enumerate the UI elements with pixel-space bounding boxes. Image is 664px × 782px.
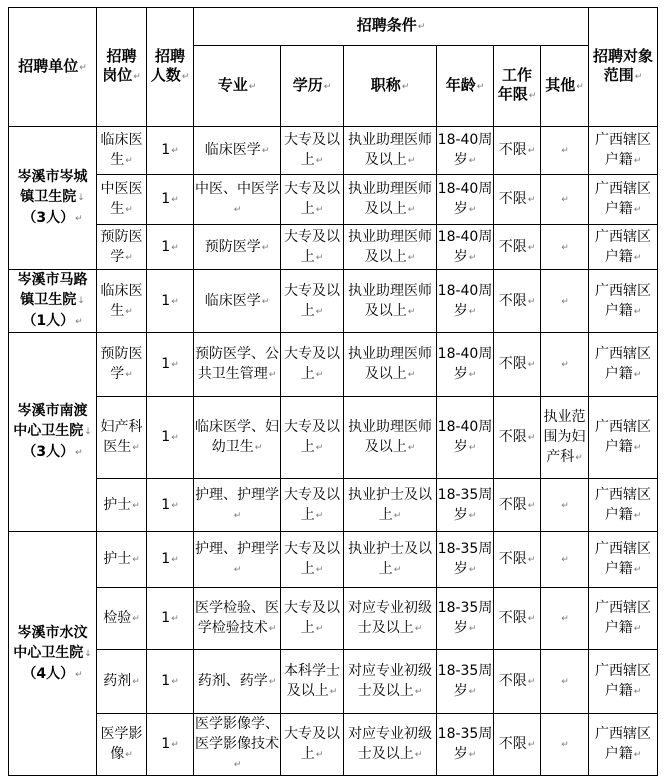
education-cell: 大专及以上↵ [281, 397, 344, 479]
age-cell: 18-40周岁↵ [437, 397, 494, 479]
header-other: 其他↵ [541, 46, 589, 127]
table-row [9, 532, 658, 588]
scope-cell: 广西辖区户籍↵ [589, 588, 658, 650]
experience-cell: 不限↵ [494, 270, 541, 333]
recruitment-table-container [8, 7, 658, 776]
scope-cell: 广西辖区户籍↵ [589, 479, 658, 532]
scope-cell: 广西辖区户籍↵ [589, 650, 658, 714]
age-cell: 18-35周岁↵ [437, 479, 494, 532]
major-cell: 预防医学↵ [194, 225, 281, 270]
post-cell: 临床医生↵ [97, 127, 147, 175]
experience-cell: 不限↵ [494, 588, 541, 650]
education-cell: 大专及以上↵ [281, 270, 344, 333]
scope-cell: 广西辖区户籍↵ [589, 333, 658, 397]
header-experience: 工作 年限↵ [494, 46, 541, 127]
age-cell: 18-35周岁↵ [437, 714, 494, 776]
major-cell: 临床医学、妇幼卫生↵ [194, 397, 281, 479]
count-cell: 1↵ [147, 588, 194, 650]
experience-cell: 不限↵ [494, 333, 541, 397]
header-education: 学历↵ [281, 46, 344, 127]
experience-cell: 不限↵ [494, 650, 541, 714]
title-cell: 对应专业初级士及以上↵ [344, 714, 437, 776]
table-body [9, 8, 658, 776]
count-cell: 1↵ [147, 650, 194, 714]
age-cell: 18-35周岁↵ [437, 532, 494, 588]
other-cell: ↵ [541, 650, 589, 714]
count-cell: 1↵ [147, 225, 194, 270]
title-cell: 执业助理医师及以上↵ [344, 333, 437, 397]
experience-cell: 不限↵ [494, 175, 541, 225]
table-row [9, 127, 658, 175]
major-cell: 护理、护理学↵ [194, 479, 281, 532]
experience-cell: 不限↵ [494, 397, 541, 479]
unit-name-cell: 岑溪市马路 镇卫生院↓ （1人）↵ [9, 270, 97, 333]
post-cell: 护士↵ [97, 479, 147, 532]
table-row [9, 333, 658, 397]
count-cell: 1↵ [147, 397, 194, 479]
unit-name-cell: 岑溪市水汶 中心卫生院↓ （4人）↵ [9, 532, 97, 776]
post-cell: 医学影像↵ [97, 714, 147, 776]
unit-name-cell: 岑溪市南渡 中心卫生院↓ （3人）↵ [9, 333, 97, 532]
major-cell: 医学检验、医学检验技术↵ [194, 588, 281, 650]
post-cell: 预防医学↵ [97, 333, 147, 397]
table-row [9, 270, 658, 333]
other-cell: ↵ [541, 175, 589, 225]
post-cell: 临床医生↵ [97, 270, 147, 333]
title-cell: 执业助理医师及以上↵ [344, 127, 437, 175]
post-cell: 中医医生↵ [97, 175, 147, 225]
table-row [9, 175, 658, 225]
title-cell: 执业助理医师及以上↵ [344, 225, 437, 270]
header-count: 招聘 人数↵ [147, 8, 194, 127]
title-cell: 执业护士及以上↵ [344, 532, 437, 588]
experience-cell: 不限↵ [494, 532, 541, 588]
unit-name-cell: 岑溪市岑城 镇卫生院↓ （3人）↵ [9, 127, 97, 270]
header-unit: 招聘单位↵ [9, 8, 97, 127]
title-cell: 对应专业初级士及以上↵ [344, 650, 437, 714]
post-cell: 检验↵ [97, 588, 147, 650]
education-cell: 大专及以上↵ [281, 714, 344, 776]
scope-cell: 广西辖区户籍↵ [589, 127, 658, 175]
post-cell: 护士↵ [97, 532, 147, 588]
table-row [9, 714, 658, 776]
table-row [9, 479, 658, 532]
age-cell: 18-35周岁↵ [437, 588, 494, 650]
major-cell: 预防医学、公共卫生管理↵ [194, 333, 281, 397]
other-cell: ↵ [541, 270, 589, 333]
count-cell: 1↵ [147, 714, 194, 776]
education-cell: 本科学士及以上↵ [281, 650, 344, 714]
table-row [9, 397, 658, 479]
count-cell: 1↵ [147, 270, 194, 333]
scope-cell: 广西辖区户籍↵ [589, 225, 658, 270]
title-cell: 执业助理医师及以上↵ [344, 397, 437, 479]
table-row [9, 588, 658, 650]
count-cell: 1↵ [147, 532, 194, 588]
other-cell: ↵ [541, 225, 589, 270]
experience-cell: 不限↵ [494, 127, 541, 175]
major-cell: 临床医学↵ [194, 127, 281, 175]
education-cell: 大专及以上↵ [281, 532, 344, 588]
count-cell: 1↵ [147, 175, 194, 225]
recruitment-table [8, 7, 658, 776]
major-cell: 临床医学↵ [194, 270, 281, 333]
major-cell: 中医、中医学↵ [194, 175, 281, 225]
age-cell: 18-40周岁↵ [437, 225, 494, 270]
major-cell: 医学影像学、医学影像技术↵ [194, 714, 281, 776]
other-cell: ↵ [541, 127, 589, 175]
post-cell: 药剂↵ [97, 650, 147, 714]
major-cell: 护理、护理学↵ [194, 532, 281, 588]
post-cell: 预防医学↵ [97, 225, 147, 270]
title-cell: 执业助理医师及以上↵ [344, 175, 437, 225]
header-age: 年龄↵ [437, 46, 494, 127]
header-row-top [9, 8, 658, 46]
scope-cell: 广西辖区户籍↵ [589, 714, 658, 776]
scope-cell: 广西辖区户籍↵ [589, 270, 658, 333]
title-cell: 对应专业初级士及以上↵ [344, 588, 437, 650]
education-cell: 大专及以上↵ [281, 127, 344, 175]
table-row [9, 225, 658, 270]
header-post: 招聘 岗位↵ [97, 8, 147, 127]
header-scope: 招聘对象 范围↵ [589, 8, 658, 127]
education-cell: 大专及以上↵ [281, 333, 344, 397]
table-row [9, 650, 658, 714]
other-cell: ↵ [541, 479, 589, 532]
other-cell: ↵ [541, 333, 589, 397]
header-major: 专业↵ [194, 46, 281, 127]
scope-cell: 广西辖区户籍↵ [589, 532, 658, 588]
header-title: 职称↵ [344, 46, 437, 127]
other-cell: ↵ [541, 588, 589, 650]
count-cell: 1↵ [147, 333, 194, 397]
other-cell: 执业范围为妇产科↵ [541, 397, 589, 479]
age-cell: 18-40周岁↵ [437, 333, 494, 397]
experience-cell: 不限↵ [494, 479, 541, 532]
post-cell: 妇产科医生↵ [97, 397, 147, 479]
education-cell: 大专及以上↵ [281, 588, 344, 650]
age-cell: 18-40周岁↵ [437, 127, 494, 175]
header-conditions: 招聘条件↵ [194, 8, 589, 46]
title-cell: 执业助理医师及以上↵ [344, 270, 437, 333]
scope-cell: 广西辖区户籍↵ [589, 175, 658, 225]
scope-cell: 广西辖区户籍↵ [589, 397, 658, 479]
other-cell: ↵ [541, 532, 589, 588]
experience-cell: 不限↵ [494, 714, 541, 776]
age-cell: 18-40周岁↵ [437, 175, 494, 225]
count-cell: 1↵ [147, 127, 194, 175]
count-cell: 1↵ [147, 479, 194, 532]
education-cell: 大专及以上↵ [281, 175, 344, 225]
education-cell: 大专及以上↵ [281, 479, 344, 532]
age-cell: 18-40周岁↵ [437, 270, 494, 333]
experience-cell: 不限↵ [494, 225, 541, 270]
age-cell: 18-35周岁↵ [437, 650, 494, 714]
education-cell: 大专及以上↵ [281, 225, 344, 270]
title-cell: 执业护士及以上↵ [344, 479, 437, 532]
other-cell: ↵ [541, 714, 589, 776]
major-cell: 药剂、药学↵ [194, 650, 281, 714]
